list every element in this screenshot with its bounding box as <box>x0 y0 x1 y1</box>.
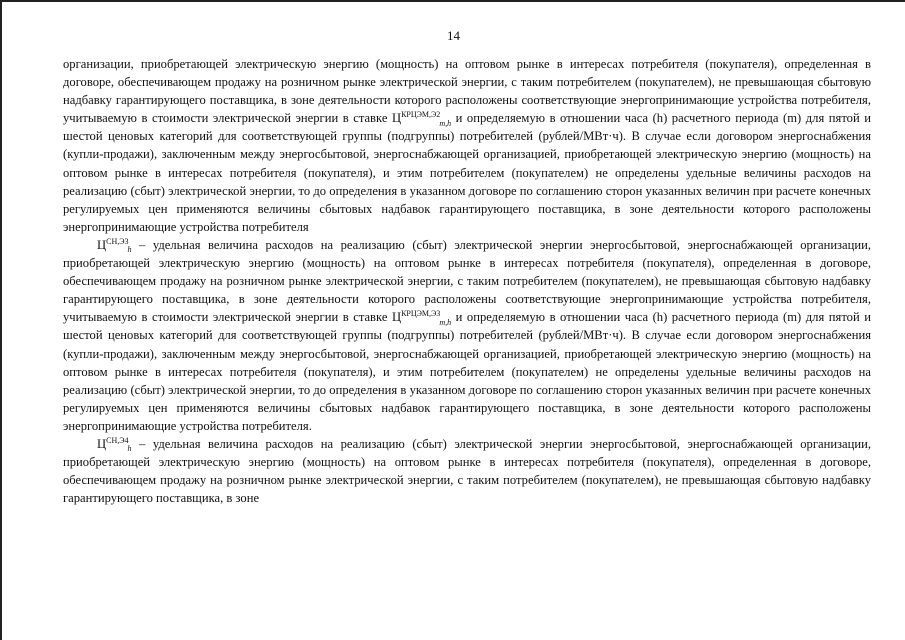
formula-symbol-subscript: h <box>127 444 132 454</box>
paragraph-3 <box>63 435 871 507</box>
formula-symbol-superscript: СН,Э3 <box>106 236 129 246</box>
formula-symbol-base: Ц <box>97 436 107 451</box>
formula-symbol-krcem-e3 <box>391 309 452 327</box>
formula-symbol-subscript: m,h <box>439 317 452 327</box>
document-body <box>63 55 871 507</box>
paragraph-1 <box>63 55 871 236</box>
formula-symbol-subscript: m,h <box>439 118 452 128</box>
formula-symbol-base: Ц <box>97 237 107 252</box>
formula-symbol-base: Ц <box>391 310 402 325</box>
formula-symbol-superscript: КРЦЭМ,Э3 <box>401 309 441 319</box>
paragraph-2-text-b: и определяемую в отношении часа (h) расчетного периода (m) для пятой и шестой ценовых категорий для соответствующей группы (подгруппы) потребителей (рублей/МВт·ч). В случае если договором энергоснабжения (купли-продажи), заключенным между энергосбытовой, энергоснабжающей организацией, приобретающей электрическую энергию (мощность) на оптовом рынке в интересах потребителя (покупателя), и этим потребителем (покупателем) не определены удельные величины расходов на реализацию (сбыт) электрической энергии, то до определения в указанном договоре по соглашению сторон указанных величин при расчете конечных регулируемых цен применяются величины сбытовых надбавок гарантирующего поставщика, в зоне деятельности которого расположены энергопринимающие устройства потребителя. <box>63 310 871 433</box>
formula-symbol-superscript: СН,Э4 <box>106 435 129 445</box>
formula-symbol-sn-e4 <box>97 435 132 454</box>
page-number: 14 <box>447 28 460 43</box>
formula-symbol-base: Ц <box>391 111 402 126</box>
formula-symbol-sn-e3 <box>97 236 132 255</box>
paragraph-2-text-a: – удельная величина расходов на реализацию (сбыт) электрической энергии энергосбытовой, энергоснабжающей организации, приобретающей электрическую энергию (мощность) на оптовом рынке в интересах потребителя (покупателя), определенная в договоре, обеспечивающем продажу на розничном рынке электрической энергии, с таким потребителем (покупателем), не превышающая сбытовую надбавку гарантирующего поставщика, в зоне деятельности которого расположены соответствующие энергопринимающие устройства потребителя, учитываемую в стоимости электрической энергии в ставке <box>63 237 871 325</box>
paragraph-3-text-a: – удельная величина расходов на реализацию (сбыт) электрической энергии энергосбытовой, энергоснабжающей организации, приобретающей электрическую энергию (мощность) на оптовом рынке в интересах потребителя (покупателя), определенная в договоре, обеспечивающем продажу на розничном рынке электрической энергии, с таким потребителем (покупателем), не превышающая сбытовую надбавку гарантирующего поставщика, в зоне <box>63 436 871 506</box>
paragraph-1-text-b: и определяемую в отношении часа (h) расчетного периода (m) для пятой и шестой ценовых категорий для соответствующей группы (подгруппы) потребителей (рублей/МВт·ч). В случае если договором энергоснабжения (купли-продажи), заключенным между энергосбытовой, энергоснабжающей организацией, приобретающей электрическую энергию (мощность) на оптовом рынке в интересах потребителя (покупателя), и этим потребителем (покупателем) не определены удельные величины расходов на реализацию (сбыт) электрической энергии, то до определения в указанном договоре по соглашению сторон указанных величин при расчете конечных регулируемых цен применяются величины сбытовых надбавок гарантирующего поставщика, в зоне деятельности которого расположены энергопринимающие устройства потребителя <box>63 111 871 234</box>
formula-symbol-subscript: h <box>127 245 132 255</box>
formula-symbol-krcem-e2 <box>391 110 452 128</box>
paragraph-1-text-a: организации, приобретающей электрическую энергию (мощность) на оптовом рынке в интересах потребителя (покупателя), определенная в договоре, обеспечивающем продажу на розничном рынке электрической энергии, с таким потребителем (покупателем), не превышающая сбытовую надбавку гарантирующего поставщика, в зоне деятельности которого расположены соответствующие энергопринимающие устройства потребителя, учитываемую в стоимости электрической энергии в ставке <box>63 57 871 126</box>
formula-symbol-superscript: КРЦЭМ,Э2 <box>401 110 441 120</box>
paragraph-2 <box>63 236 871 435</box>
